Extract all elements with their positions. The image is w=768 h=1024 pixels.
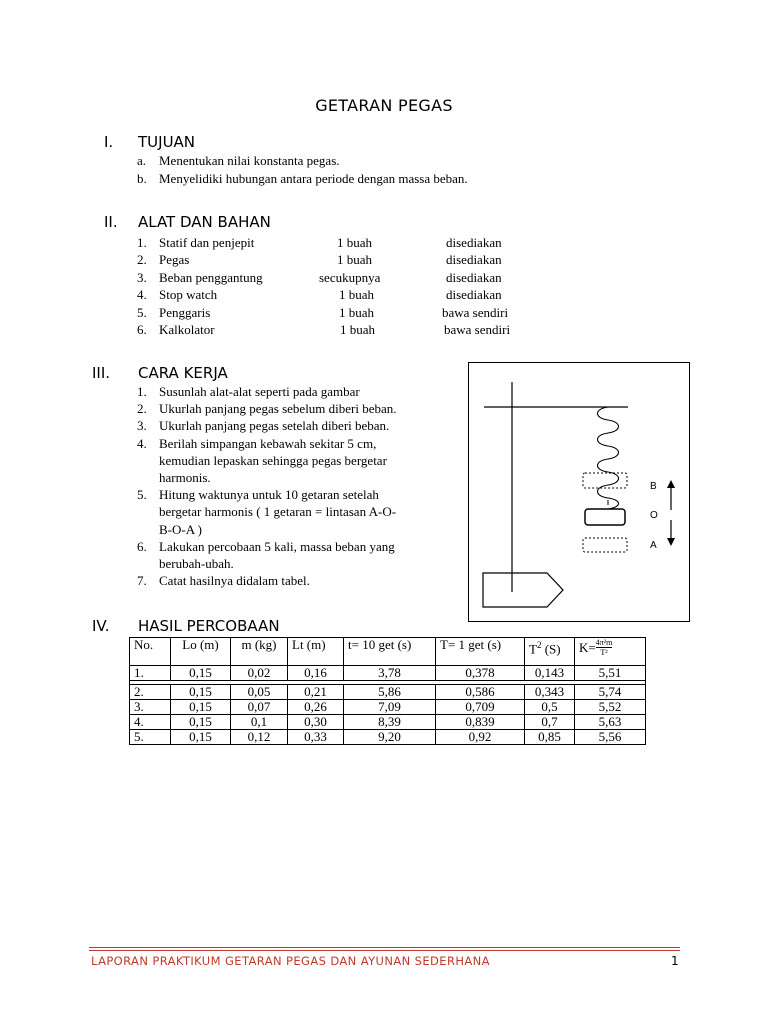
cell-k: 5,51 xyxy=(575,666,646,681)
k-label: K= xyxy=(579,639,596,655)
cell-t2: 0,143 xyxy=(525,666,575,681)
item-qty: 1 buah xyxy=(337,252,373,268)
cell-lt: 0,30 xyxy=(288,715,344,730)
label-o: O xyxy=(650,510,658,521)
cell-m: 0,05 xyxy=(231,685,288,700)
table-row xyxy=(130,715,646,730)
list-marker: a. xyxy=(137,153,147,168)
cell-t10: 7,09 xyxy=(344,700,436,715)
cell-k: 5,52 xyxy=(575,700,646,715)
list-marker: 3. xyxy=(137,418,147,434)
label-a: A xyxy=(650,540,657,551)
formula-denominator: T² xyxy=(600,648,608,657)
item-qty: 1 buah xyxy=(339,287,375,303)
list-marker: 4. xyxy=(137,287,147,303)
list-text: Lakukan percobaan 5 kali, massa beban yang xyxy=(159,538,395,554)
cell-lt: 0,21 xyxy=(288,685,344,700)
header-t-squared xyxy=(525,638,575,666)
cell-m: 0,02 xyxy=(231,666,288,681)
cell-no: 1. xyxy=(130,666,171,681)
item-name: Stop watch xyxy=(159,287,218,303)
item-note: disediakan xyxy=(446,235,502,250)
table-row xyxy=(130,666,646,681)
figure-border xyxy=(469,363,690,622)
list-marker: 1. xyxy=(137,384,147,399)
t-symbol: T xyxy=(529,641,537,657)
cell-no: 2. xyxy=(130,685,171,700)
item-qty: 1 buah xyxy=(340,322,376,337)
cell-t2: 0,5 xyxy=(525,700,575,715)
section-4-title: HASIL PERCOBAAN xyxy=(138,617,280,635)
cell-no: 4. xyxy=(130,715,171,730)
section-2-title: ALAT DAN BAHAN xyxy=(138,213,271,231)
list-text: Catat hasilnya didalam tabel. xyxy=(159,573,310,589)
cell-lt: 0,26 xyxy=(288,700,344,715)
squared-sup: 2 xyxy=(536,640,542,650)
section-1-title: TUJUAN xyxy=(138,133,196,151)
cell-t1: 0,839 xyxy=(436,715,525,730)
item-name: Penggaris xyxy=(159,304,211,320)
cell-t2: 0,343 xyxy=(525,685,575,700)
page-number: 1 xyxy=(671,954,679,968)
cell-t10: 9,20 xyxy=(344,730,436,745)
header-lo: Lo (m) xyxy=(171,638,231,666)
mass-position-o xyxy=(585,509,625,525)
section-3-title: CARA KERJA xyxy=(138,364,228,382)
list-marker: 3. xyxy=(137,269,147,285)
cara-kerja-list xyxy=(137,383,457,593)
list-text: Menyelidiki hubungan antara periode dengan massa beban. xyxy=(159,171,468,186)
cell-no: 5. xyxy=(130,730,171,745)
cell-lo: 0,15 xyxy=(171,730,231,745)
cell-t10: 3,78 xyxy=(344,666,436,681)
list-marker: 5. xyxy=(137,487,147,503)
table-row xyxy=(130,685,646,700)
list-marker: 2. xyxy=(137,252,147,268)
item-name: Beban penggantung xyxy=(159,269,263,285)
item-note: disediakan xyxy=(446,269,502,285)
item-note: bawa sendiri xyxy=(444,322,511,337)
list-text: berubah-ubah. xyxy=(159,556,234,571)
cell-k: 5,56 xyxy=(575,730,646,745)
arrow-down-head xyxy=(667,538,675,546)
header-no: No. xyxy=(130,638,171,666)
cell-k: 5,74 xyxy=(575,685,646,700)
section-2-number: II. xyxy=(104,213,118,231)
cell-t2: 0,7 xyxy=(525,715,575,730)
list-text: Hitung waktunya untuk 10 getaran setelah xyxy=(159,487,379,503)
list-marker: 2. xyxy=(137,401,147,417)
k-formula xyxy=(596,638,613,657)
list-text: B-O-A ) xyxy=(159,521,202,537)
footer-rule-top xyxy=(89,947,680,948)
cell-no: 3. xyxy=(130,700,171,715)
cell-lo: 0,15 xyxy=(171,666,231,681)
statif-base xyxy=(483,573,563,607)
list-text: Menentukan nilai konstanta pegas. xyxy=(159,153,340,168)
header-m: m (kg) xyxy=(231,638,288,666)
cell-lo: 0,15 xyxy=(171,685,231,700)
item-note: disediakan xyxy=(446,252,502,268)
cell-t1: 0,92 xyxy=(436,730,525,745)
list-text: Susunlah alat-alat seperti pada gambar xyxy=(159,384,360,399)
formula-numerator: 4π²m xyxy=(595,638,613,647)
t-unit: (S) xyxy=(544,641,561,657)
list-marker: 1. xyxy=(137,235,147,250)
list-marker: 5. xyxy=(137,304,147,320)
cell-t2: 0,85 xyxy=(525,730,575,745)
cell-k: 5,63 xyxy=(575,715,646,730)
list-marker: 7. xyxy=(137,573,147,589)
item-name: Kalkolator xyxy=(159,322,215,337)
cell-m: 0,07 xyxy=(231,700,288,715)
section-3-number: III. xyxy=(92,364,111,382)
footer-title: LAPORAN PRAKTIKUM GETARAN PEGAS DAN AYUNAN SEDERHANA xyxy=(91,954,490,968)
header-t10: t= 10 get (s) xyxy=(344,638,436,666)
item-note: bawa sendiri xyxy=(442,304,509,320)
cell-t1: 0,709 xyxy=(436,700,525,715)
cell-m: 0,12 xyxy=(231,730,288,745)
section-1-number: I. xyxy=(104,133,114,151)
list-text: kemudian lepaskan sehingga pegas bergetar xyxy=(159,452,387,468)
spring-coil xyxy=(598,407,619,509)
tujuan-list xyxy=(137,152,557,188)
list-text: Ukurlah panjang pegas setelah diberi beban. xyxy=(159,418,390,434)
cell-lt: 0,16 xyxy=(288,666,344,681)
list-marker: 4. xyxy=(137,435,147,451)
arrow-up-head xyxy=(667,480,675,488)
table-row xyxy=(130,730,646,745)
section-4-number: IV. xyxy=(92,617,110,635)
alat-bahan-list xyxy=(137,234,537,340)
list-marker: 6. xyxy=(137,322,147,337)
mass-position-a xyxy=(583,538,627,552)
cell-t1: 0,378 xyxy=(436,666,525,681)
results-table xyxy=(129,637,646,745)
header-k xyxy=(575,638,646,666)
cell-lo: 0,15 xyxy=(171,715,231,730)
header-lt: Lt (m) xyxy=(288,638,344,666)
header-t1: T= 1 get (s) xyxy=(436,638,525,666)
list-text: harmonis. xyxy=(159,470,211,485)
cell-t10: 5,86 xyxy=(344,685,436,700)
item-name: Statif dan penjepit xyxy=(159,235,255,250)
list-text: Ukurlah panjang pegas sebelum diberi beban. xyxy=(159,401,397,417)
list-marker: b. xyxy=(137,171,147,186)
page-title: GETARAN PEGAS xyxy=(315,96,453,115)
list-text: Berilah simpangan kebawah sekitar 5 cm, xyxy=(159,435,377,451)
cell-t1: 0,586 xyxy=(436,685,525,700)
list-marker: 6. xyxy=(137,538,147,554)
item-qty: 1 buah xyxy=(337,235,373,250)
label-b: B xyxy=(650,481,657,492)
list-text: bergetar harmonis ( 1 getaran = lintasan A-O- xyxy=(159,504,397,520)
item-qty: 1 buah xyxy=(339,304,375,320)
cell-m: 0,1 xyxy=(231,715,288,730)
footer-rule-bottom xyxy=(89,950,680,951)
item-qty: secukupnya xyxy=(319,269,381,285)
cell-lo: 0,15 xyxy=(171,700,231,715)
item-note: disediakan xyxy=(446,287,502,303)
table-row xyxy=(130,700,646,715)
table-header-row xyxy=(130,638,646,666)
cell-t10: 8,39 xyxy=(344,715,436,730)
cell-lt: 0,33 xyxy=(288,730,344,745)
spring-apparatus-figure xyxy=(468,362,690,622)
item-name: Pegas xyxy=(159,252,190,268)
